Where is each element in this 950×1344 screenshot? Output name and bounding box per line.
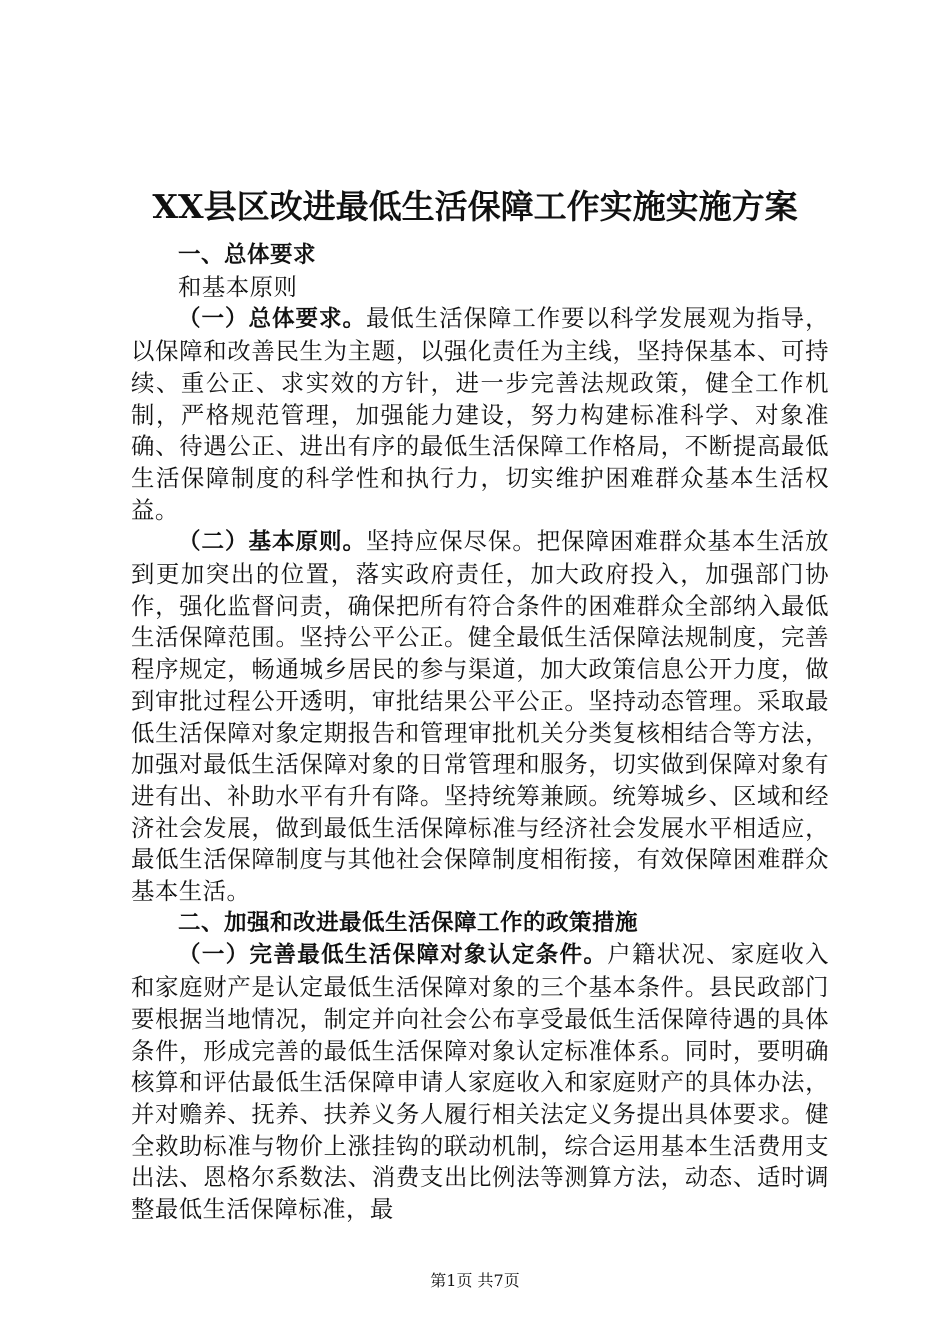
page-footer: 第1页 共7页 [430,1271,520,1290]
paragraph-overall-requirements [131,303,829,526]
document-body [131,240,829,1226]
paragraph-basic-principles [131,526,829,907]
paragraph-lead: （一）总体要求。 [178,306,367,333]
paragraph-lead: （二）基本原则。 [178,529,367,556]
section-heading-2: 二、加强和改进最低生活保障工作的政策措施 [178,909,639,936]
paragraph-eligibility-conditions [131,939,829,1225]
section-heading-1-continuation: 和基本原则 [178,272,298,301]
paragraph-text: 最低生活保障工作要以科学发展观为指导，以保障和改善民生为主题，以强化责任为主线，坚持保基本、可持续、重公正、求实效的方针，进一步完善法规政策，健全工作机制，严格规范管理，加强能力建设，努力构建标准科学、对象准确、待遇公正、进出有序的最低生活保障工作格局，不断提高最低生活保障制度的科学性和执行力，切实维护困难群众基本生活权益。 [131,304,829,524]
paragraph-text: 坚持应保尽保。把保障困难群众基本生活放到更加突出的位置，落实政府责任，加大政府投入，加强部门协作，强化监督问责，确保把所有符合条件的困难群众全部纳入最低生活保障范围。坚持公平公正。健全最低生活保障法规制度，完善程序规定，畅通城乡居民的参与渠道，加大政策信息公开力度，做到审批过程公开透明，审批结果公平公正。坚持动态管理。采取最低生活保障对象定期报告和管理审批机关分类复核相结合等方法，加强对最低生活保障对象的日常管理和服务，切实做到保障对象有进有出、补助水平有升有降。坚持统筹兼顾。统筹城乡、区域和经济社会发展，做到最低生活保障标准与经济社会发展水平相适应，最低生活保障制度与其他社会保障制度相衔接，有效保障困难群众基本生活。 [131,527,829,906]
document-title: XX县区改进最低生活保障工作实施实施方案 [152,187,798,226]
paragraph-text: 户籍状况、家庭收入和家庭财产是认定最低生活保障对象的三个基本条件。县民政部门要根据当地情况，制定并向社会公布享受最低生活保障待遇的具体条件，形成完善的最低生活保障对象认定标准体系。同时，要明确核算和评估最低生活保障申请人家庭收入和家庭财产的具体办法，并对赡养、抚养、扶养义务人履行相关法定义务提出具体要求。健全救助标准与物价上涨挂钩的联动机制，综合运用基本生活费用支出法、恩格尔系数法、消费支出比例法等测算方法，动态、适时调整最低生活保障标准，最 [131,940,829,1224]
section-heading-1: 一、总体要求 [178,242,317,268]
paragraph-lead: （一）完善最低生活保障对象认定条件。 [178,942,608,969]
